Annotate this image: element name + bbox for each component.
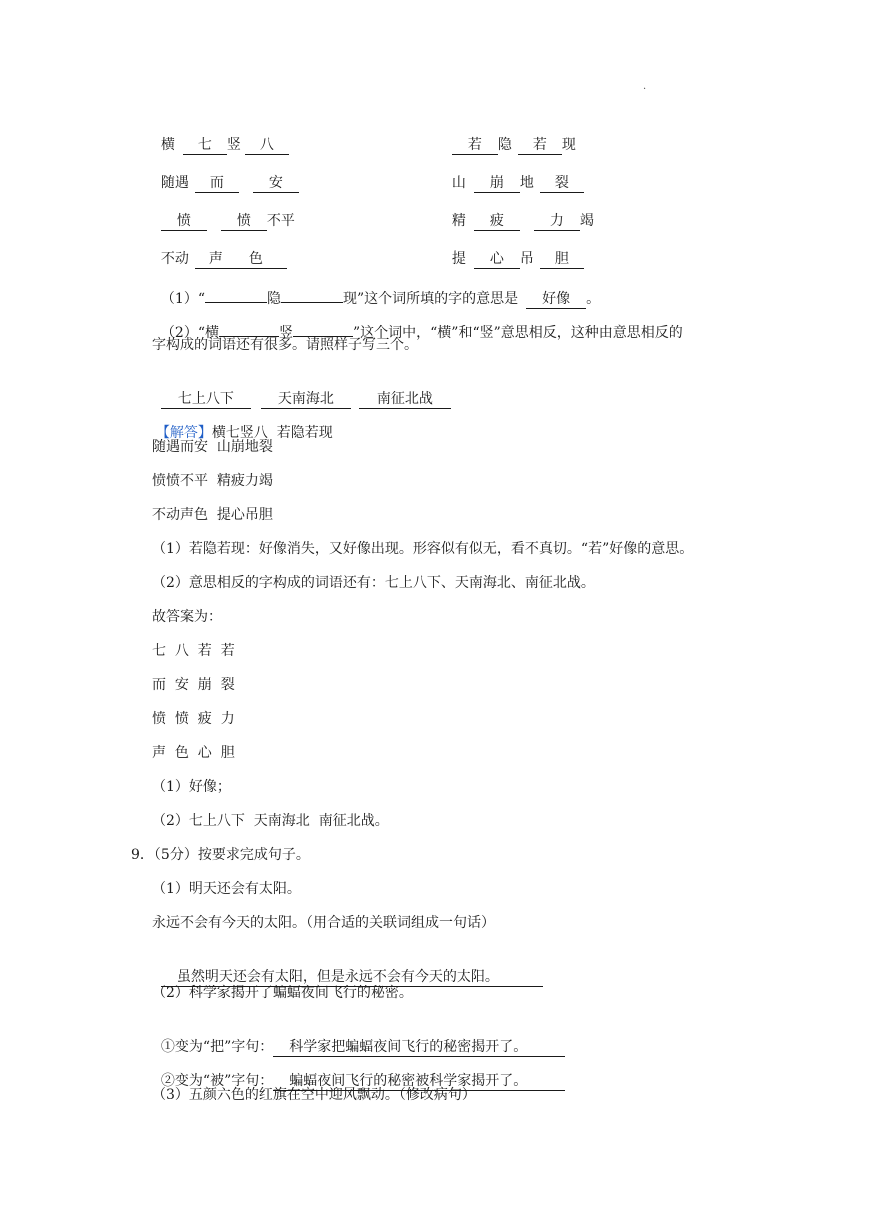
- idiom-text: 竖: [226, 137, 241, 153]
- idiom-answer: 裂: [540, 174, 584, 193]
- solution-line: 七 八 若 若: [152, 643, 235, 659]
- idiom-left-1: [152, 115, 289, 155]
- solution-line: 不动声色 提心吊胆: [152, 507, 273, 523]
- idiom-text: 竭: [579, 213, 594, 229]
- idiom-answer: 愤: [221, 212, 267, 231]
- question-9-title: 9．（5分）按要求完成句子。: [131, 847, 310, 863]
- idiom-left-2: [152, 153, 299, 193]
- solution-line: 故答案为：: [152, 609, 222, 625]
- answer-underlined: 虽然明天还会有太阳，但是永远不会有今天的太阳。: [161, 968, 543, 987]
- idiom-answer: 愤: [161, 212, 207, 231]
- idiom-text: 吊: [519, 251, 534, 267]
- question-9-part-2: （2）科学家揭开了蝙蝠夜间飞行的秘密。: [152, 985, 413, 1001]
- solution-line: （2）七上八下 天南海北 南征北战。: [152, 813, 389, 829]
- idiom-answer: 胆: [540, 250, 584, 269]
- question-2: （2）“横 竖 ”这个词中，“横”和“竖”意思相反，这种由意思相反的: [152, 300, 683, 343]
- idiom-right-4: [443, 229, 584, 269]
- answer-underlined: 天南海北: [261, 390, 351, 409]
- question-9-part-1: （1）明天还会有太阳。: [152, 881, 301, 897]
- idiom-text: 提: [451, 251, 466, 267]
- idiom-answer: 而: [195, 174, 239, 193]
- page-mark: ·: [643, 84, 647, 95]
- idiom-answer: 疲: [474, 212, 520, 231]
- solution-line: 声 色 心 胆: [152, 745, 235, 761]
- idiom-left-3: [152, 191, 295, 231]
- solution-line: （1）若隐若现：好像消失，又好像出现。形容似有似无，看不真切。“若”好像的意思。: [152, 541, 694, 557]
- idiom-text: 不平: [266, 213, 295, 229]
- idiom-answer: 八: [245, 136, 289, 155]
- question-9-part-3: （3）五颜六色的红旗在空中迎风飘动。（修改病句）: [152, 1087, 476, 1103]
- idiom-right-2: [443, 153, 584, 193]
- solution-tag: 【解答】: [155, 425, 212, 441]
- idiom-answer: 心: [474, 250, 520, 269]
- idiom-left-4: [152, 229, 287, 269]
- idiom-answer: 声 色: [195, 250, 287, 269]
- idiom-right-1: [443, 115, 576, 155]
- idiom-text: 随遇: [160, 175, 189, 191]
- question-9-part-2a: ①变为“把”字句： 科学家把蝙蝠夜间飞行的秘密揭开了。: [152, 1017, 565, 1057]
- idiom-answer: 崩: [474, 174, 520, 193]
- idiom-answer: 七: [183, 136, 227, 155]
- idiom-text: 现: [561, 137, 576, 153]
- question-9-part-1b: 永远不会有今天的太阳。（用合适的关联词组成一句话）: [152, 915, 495, 931]
- solution-line: （2）意思相反的字构成的词语还有：七上八下、天南海北、南征北战。: [152, 575, 595, 591]
- answer-underlined: 好像: [526, 290, 586, 309]
- question-2-line2: 字构成的词语还有很多。请照样子写三个。: [152, 337, 418, 353]
- question-1: （1）“ 隐 现”这个词所填的字的意思是 好像 。: [152, 266, 600, 309]
- idiom-answer: 安: [253, 174, 299, 193]
- solution-line: （1）好像；: [152, 779, 231, 795]
- idiom-text: 山: [451, 175, 466, 191]
- idiom-right-3: [443, 191, 594, 231]
- idiom-text: 精: [451, 213, 466, 229]
- answer-underlined: 科学家把蝙蝠夜间飞行的秘密揭开了。: [273, 1038, 565, 1057]
- idiom-text: 横: [160, 137, 175, 153]
- idiom-text: 隐: [497, 137, 512, 153]
- solution-first-line: 【解答】横七竖八 若隐若现: [155, 425, 333, 441]
- solution-line: 随遇而安 山崩地裂: [152, 439, 273, 455]
- idiom-text: 不动: [160, 251, 189, 267]
- idiom-answer: 力: [534, 212, 580, 231]
- question-9-answer-1: [152, 947, 543, 987]
- answer-underlined: 七上八下: [161, 390, 251, 409]
- idiom-text: 地: [519, 175, 534, 191]
- solution-line: 而 安 崩 裂: [152, 677, 235, 693]
- answer-underlined: 南征北战: [359, 390, 451, 409]
- solution-line: 愤 愤 疲 力: [152, 711, 235, 727]
- idiom-answer: 若: [518, 136, 562, 155]
- idiom-answer: 若: [452, 136, 498, 155]
- question-9-part-2b: ②变为“被”字句： 蝙蝠夜间飞行的秘密被科学家揭开了。: [152, 1051, 565, 1091]
- answer-underlined: 蝙蝠夜间飞行的秘密被科学家揭开了。: [273, 1072, 565, 1091]
- solution-line: 愤愤不平 精疲力竭: [152, 473, 273, 489]
